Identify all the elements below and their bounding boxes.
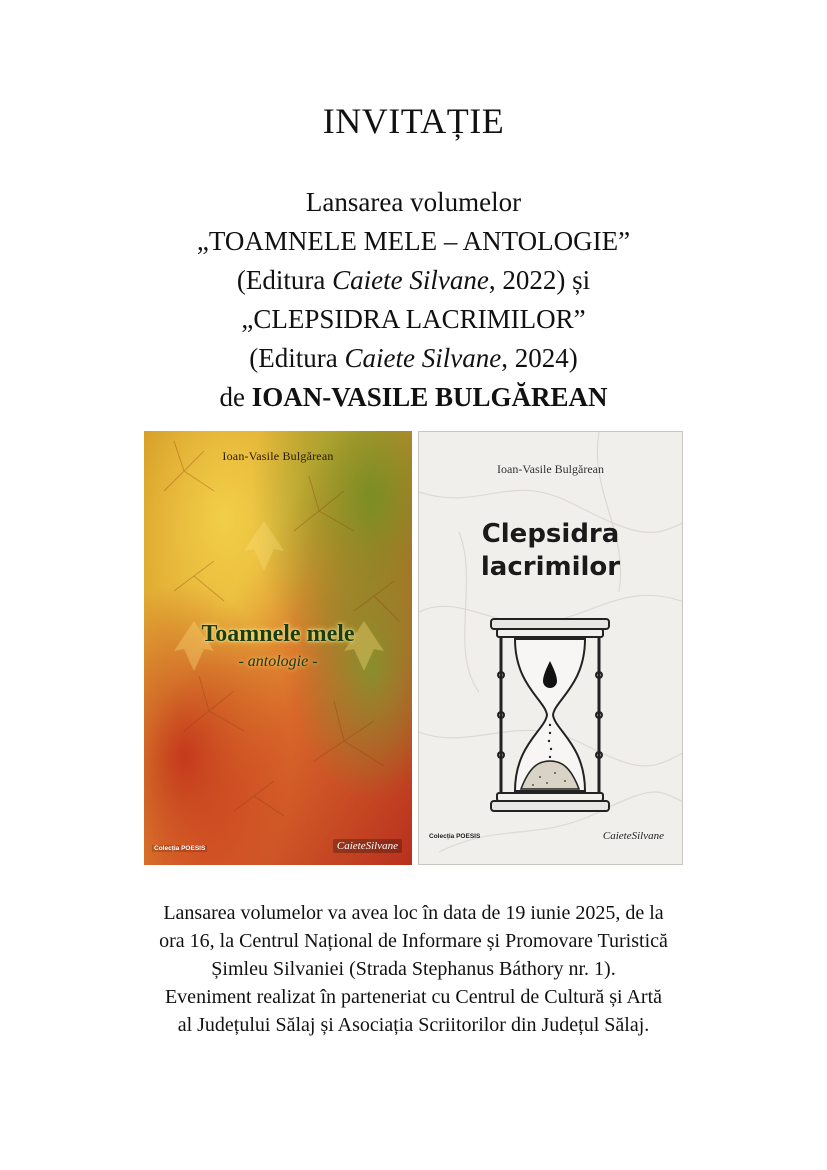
cover2-title: Clepsidra lacrimilor (480, 519, 621, 582)
hourglass-icon (485, 615, 615, 815)
author-line: de IOAN-VASILE BULGĂREAN (219, 382, 608, 412)
book2-publisher: Caiete Silvane (344, 343, 502, 373)
details-line-4: Eveniment realizat în parteneriat cu Centrul de Cultură și Artă (164, 986, 663, 1008)
event-details (0, 899, 827, 1039)
book2-title: „CLEPSIDRA LACRIMILOR” (241, 304, 586, 334)
invitation-title: INVITAȚIE (322, 101, 505, 141)
details-line-3: Șimleu Silvaniei (Strada Stephanus Báthory nr. 1). (211, 958, 616, 980)
cover2-collection: Colecția POESIS (429, 833, 481, 840)
details-line-5: al Județului Sălaj și Asociația Scriitorilor din Județul Sălaj. (177, 1014, 650, 1036)
book-cover-clepsidra-lacrimilor (418, 431, 683, 865)
event-header (0, 183, 827, 417)
cover1-author: Ioan-Vasile Bulgărean (222, 449, 334, 463)
book2-publication: (Editura Caiete Silvane, 2024) (249, 343, 578, 373)
cover1-collection: Colecția POESIS (154, 845, 206, 852)
details-line-1: Lansarea volumelor va avea loc în data de 19 iunie 2025, de la (163, 902, 664, 924)
launch-intro: Lansarea volumelor (305, 187, 522, 217)
cover2-publisher-logo: CaieteSilvane (602, 830, 664, 842)
book-cover-toamnele-mele (144, 431, 412, 865)
details-line-2: ora 16, la Centrul Național de Informare și Promovare Turistică (159, 930, 668, 952)
book1-title: „TOAMNELE MELE – ANTOLOGIE” (196, 226, 631, 256)
cover1-publisher-logo: CaieteSilvane (333, 839, 402, 853)
book1-publication: (Editura Caiete Silvane, 2022) și (236, 265, 591, 295)
autumn-leaves-image (144, 431, 412, 865)
author-name: IOAN-VASILE BULGĂREAN (251, 382, 608, 412)
cover2-author: Ioan-Vasile Bulgărean (497, 462, 604, 476)
book1-publisher: Caiete Silvane (332, 265, 489, 295)
cover1-title: Toamnele mele (201, 621, 355, 647)
cover1-subtitle: - antologie - (238, 653, 318, 670)
